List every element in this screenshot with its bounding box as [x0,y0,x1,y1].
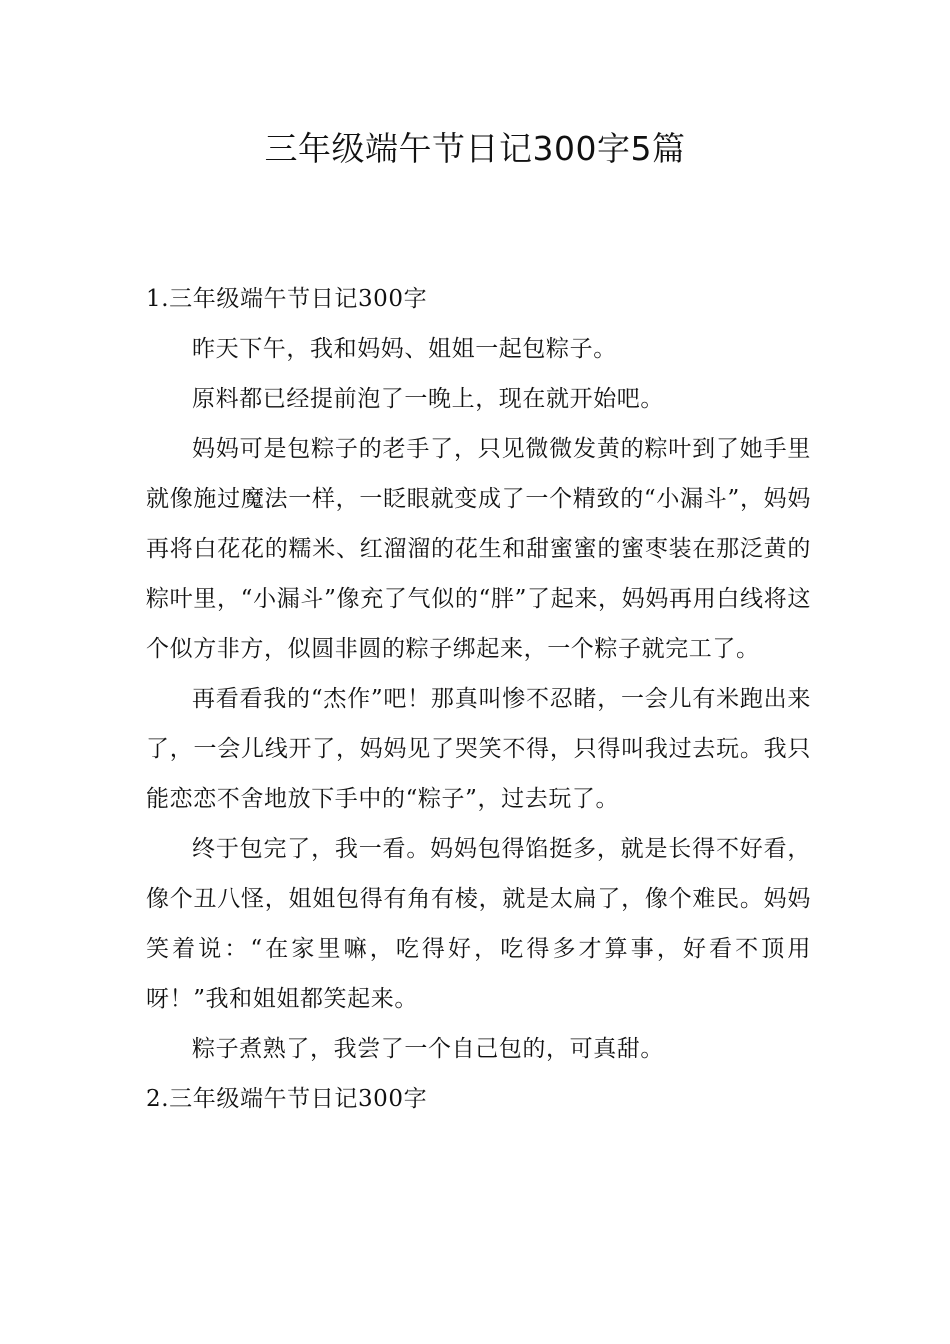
paragraph-4: 再看看我的“杰作”吧！那真叫惨不忍睹，一会儿有米跑出来了，一会儿线开了，妈妈见了哭笑不得，只得叫我过去玩。我只能恋恋不舍地放下手中的“粽子”，过去玩了。 [146,686,811,812]
paragraph-2: 原料都已经提前泡了一晚上，现在就开始吧。 [192,386,664,412]
paragraph-6: 粽子煮熟了，我尝了一个自己包的，可真甜。 [192,1036,664,1062]
section-heading-2: 2.三年级端午节日记300字 [146,1086,428,1112]
paragraph-1: 昨天下午，我和妈妈、姐姐一起包粽子。 [192,336,617,362]
paragraph-5: 终于包完了，我一看。妈妈包得馅挺多，就是长得不好看，像个丑八怪，姐姐包得有角有棱，就是太扁了，像个难民。妈妈笑着说：“在家里嘛，吃得好，吃得多才算事，好看不顶用呀！”我和姐姐都笑起来。 [146,836,811,1012]
document-title: 三年级端午节日记300字5篇 [264,129,686,168]
document-body [146,274,811,1124]
section-heading-1: 1.三年级端午节日记300字 [146,286,428,312]
paragraph-3: 妈妈可是包粽子的老手了，只见微微发黄的粽叶到了她手里就像施过魔法一样，一眨眼就变成了一个精致的“小漏斗”，妈妈再将白花花的糯米、红溜溜的花生和甜蜜蜜的蜜枣装在那泛黄的粽叶里，“小漏斗”像充了气似的“胖”了起来，妈妈再用白线将这个似方非方，似圆非圆的粽子绑起来，一个粽子就完工了。 [146,436,811,662]
